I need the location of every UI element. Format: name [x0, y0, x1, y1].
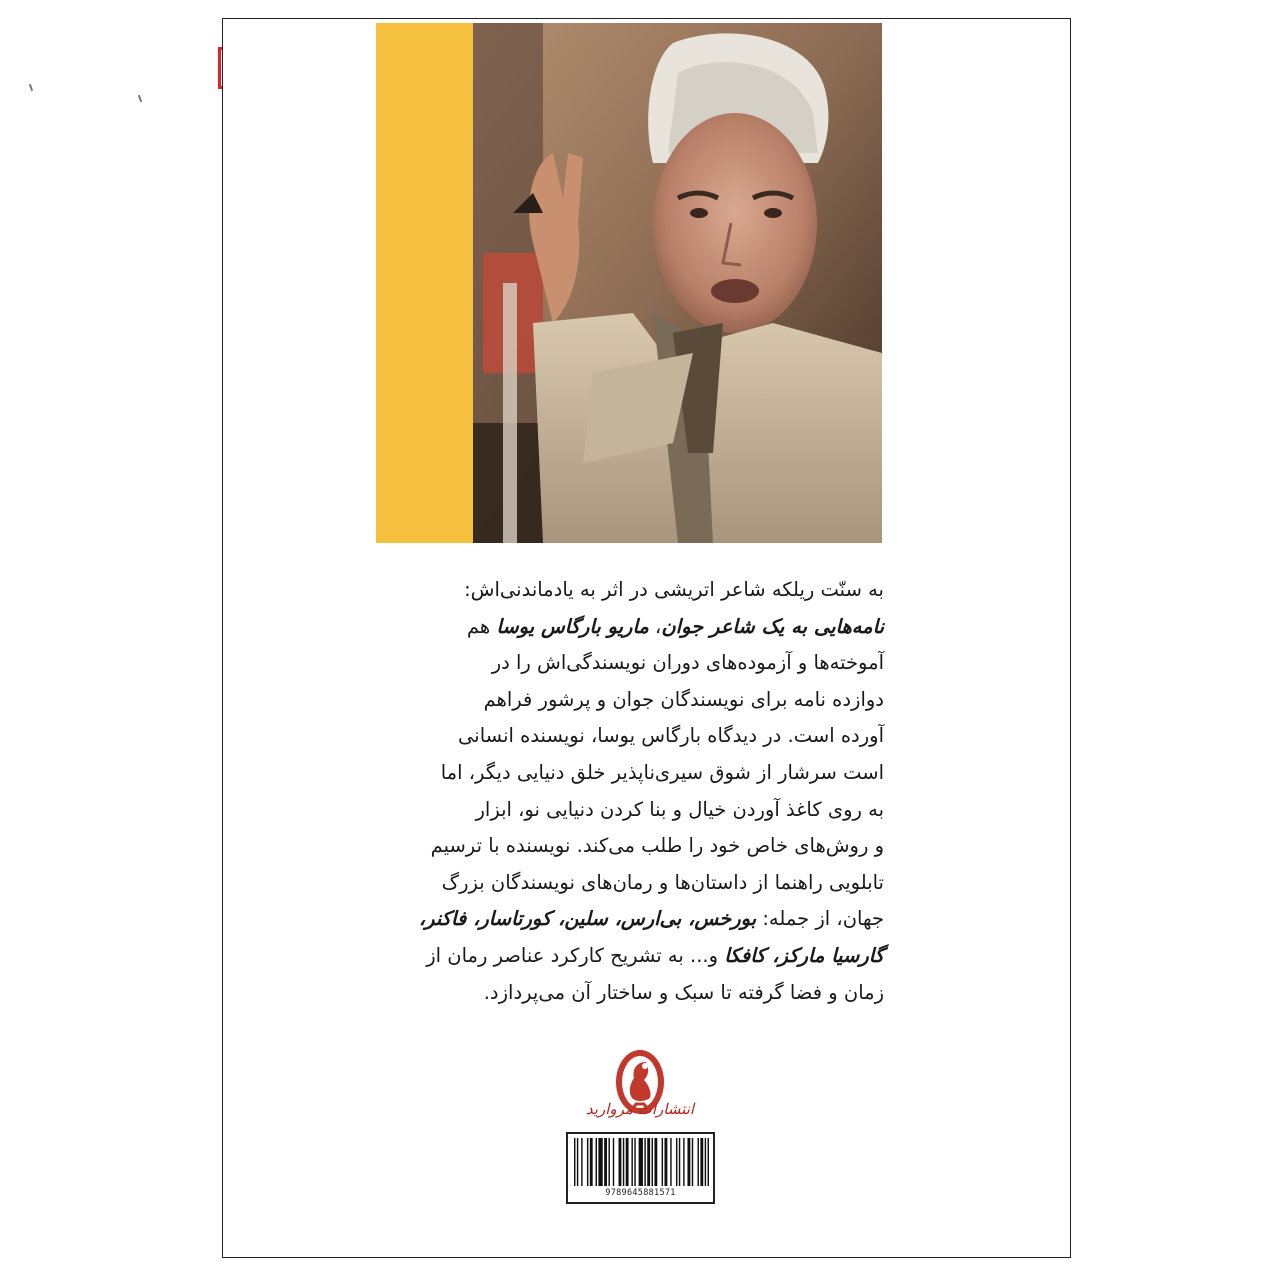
blurb-text-segment: ، [648, 614, 662, 638]
blurb-text-segment: زمان و فضا گرفته تا سبک و ساختار آن می‌پردازد. [483, 980, 884, 1004]
barcode-bar [683, 1138, 684, 1186]
blurb-line [366, 609, 884, 646]
barcode-bar [604, 1138, 607, 1186]
blurb-line [366, 865, 884, 902]
blurb-title-segment: گارسیا مارکز، کافکا [724, 943, 884, 967]
barcode-bar [634, 1138, 635, 1186]
barcode-bar [654, 1138, 657, 1186]
barcode-bar [664, 1138, 667, 1186]
barcode-bar [608, 1138, 609, 1186]
barcode-bar [639, 1138, 643, 1186]
blurb-line [366, 682, 884, 719]
barcode-bar [700, 1138, 703, 1186]
barcode-bar [613, 1138, 614, 1186]
barcode-bar [581, 1138, 582, 1186]
barcode-number: 9789645881571 [605, 1188, 676, 1198]
barcode-bar [676, 1138, 677, 1186]
blurb-title-segment: ماریو بارگاس یوسا [496, 614, 649, 638]
barcode-bar [670, 1138, 671, 1186]
barcode-bar [705, 1138, 706, 1186]
blurb-text-segment: آورده است. در دیدگاه بارگاس یوسا، نویسنده انسانی [458, 724, 884, 748]
barcode-bar [698, 1138, 699, 1186]
barcode-bar [679, 1138, 680, 1186]
barcode-bar [623, 1138, 624, 1186]
barcode-bar [708, 1138, 709, 1186]
blurb-line [366, 901, 884, 938]
barcode-bar [596, 1138, 597, 1186]
blurb-line [366, 755, 884, 792]
blurb-text-segment: دوازده نامه برای نویسندگان جوان و پرشور فراهم [483, 687, 884, 711]
blurb-line [366, 792, 884, 829]
blurb-text-segment: به روی کاغذ آوردن خیال و بنا کردن دنیایی نو، ابزار [475, 797, 884, 821]
blurb-line [366, 645, 884, 682]
blurb-line [366, 572, 884, 609]
barcode-bar [626, 1138, 629, 1186]
blurb-line [366, 975, 884, 1012]
blurb-text-segment: و روش‌های خاص خود را طلب می‌کند. نویسنده با ترسیم [430, 834, 884, 858]
blurb-text-segment: به سنّت ریلکه شاعر اتریشی در اثر به یادماندنی‌اش: [464, 578, 884, 601]
publisher-name: انتشارات مروارید [585, 1100, 695, 1118]
blurb-title-segment: بورخس، بی‌ارس، سلین، کورتاسار، فاکنر، [418, 907, 757, 931]
blurb-line [366, 718, 884, 755]
barcode-bar [662, 1138, 663, 1186]
barcode [566, 1132, 715, 1204]
scan-speck [138, 95, 142, 102]
barcode-bar [692, 1138, 693, 1186]
author-photo [473, 23, 882, 543]
barcode-bar [574, 1138, 575, 1186]
barcode-bar [687, 1138, 690, 1186]
blurb-line [366, 828, 884, 865]
blurb-text-segment: هم [466, 614, 497, 638]
blurb-title-segment: نامه‌هایی به یک شاعر جوان [661, 614, 884, 638]
book-blurb [366, 572, 884, 1011]
barcode-bar [652, 1138, 653, 1186]
blurb-line [366, 938, 884, 975]
barcode-bar [587, 1138, 588, 1186]
blurb-text-segment: جهان، از جمله: [756, 907, 884, 931]
blurb-text-segment: است سرشار از شوق سیری‌ناپذیر خلق دنیایی دیگر، اما [440, 760, 884, 784]
barcode-bar [577, 1138, 578, 1186]
barcode-bar [619, 1138, 622, 1186]
scan-speck [29, 84, 33, 91]
blurb-text-segment: آموخته‌ها و آزموده‌های دوران نویسندگی‌اش را در [491, 651, 884, 675]
barcode-bar [644, 1138, 645, 1186]
barcode-bar [631, 1138, 632, 1186]
blurb-text-segment: و... به تشریح کارکرد عناصر رمان از [426, 943, 725, 967]
blurb-text-segment: تابلویی راهنما از داستان‌ها و رمان‌های نویسندگان بزرگ [441, 870, 884, 894]
barcode-bar [598, 1138, 602, 1186]
barcode-bars [574, 1138, 709, 1186]
barcode-bar [647, 1138, 650, 1186]
barcode-bar [590, 1138, 593, 1186]
